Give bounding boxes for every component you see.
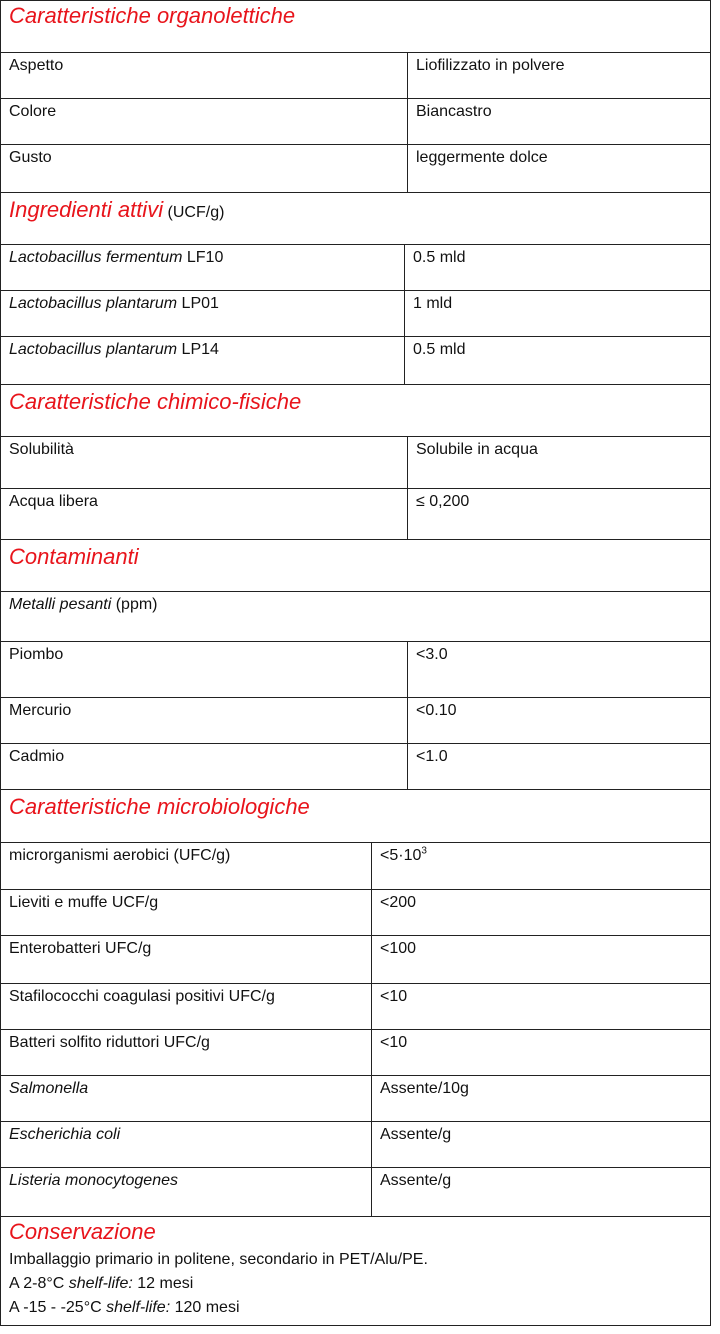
exponent: 3 (421, 845, 427, 857)
section-header-organoleptic (0, 0, 711, 53)
heavy-metals-label: Metalli pesanti (ppm) (9, 596, 158, 613)
row-value: $<5\cdot 10^3$ (380, 845, 427, 864)
section-unit: (UCF/g) (163, 204, 225, 221)
section-storage (0, 1216, 711, 1326)
row-label: Stafilococchi coagulasi positivi UFC/g (9, 988, 275, 1005)
table-row (0, 889, 711, 936)
storage-shelf-life-frozen: A -15 - -25°C shelf-life: 120 mesi (9, 1299, 240, 1316)
row-value: leggermente dolce (416, 149, 548, 166)
row-label: Salmonella (9, 1080, 89, 1097)
row-label: Piombo (9, 646, 64, 663)
table-row (0, 697, 711, 744)
row-label: Mercurio (9, 702, 72, 719)
row-value: <3.0 (416, 646, 448, 663)
row-label: Gusto (9, 149, 52, 166)
section-title-organoleptic: Caratteristiche organolettiche (9, 3, 296, 28)
row-label: Lactobacillus plantarum LP14 (9, 341, 219, 358)
row-label: Escherichia coli (9, 1126, 121, 1143)
table-row (0, 336, 711, 385)
storage-shelf-life-cold: A 2-8°C shelf-life: 12 mesi (9, 1275, 194, 1292)
row-label: Solubilità (9, 441, 74, 458)
table-row (0, 1167, 711, 1217)
table-row (0, 144, 711, 193)
table-row (0, 98, 711, 145)
table-row (0, 52, 711, 99)
row-label: Listeria monocytogenes (9, 1172, 178, 1189)
row-value: 0.5 mld (413, 249, 466, 266)
row-value: Assente/g (380, 1172, 452, 1189)
table-row (0, 488, 711, 540)
row-value: 0.5 mld (413, 341, 466, 358)
row-value: <1.0 (416, 748, 448, 765)
section-title-contaminants: Contaminanti (9, 544, 139, 569)
table-row (0, 436, 711, 489)
row-value: <100 (380, 940, 417, 957)
section-title-storage: Conservazione (9, 1219, 156, 1244)
row-value: ≤ 0,200 (416, 493, 470, 510)
table-row (0, 1075, 711, 1122)
row-value: <10 (380, 1034, 408, 1051)
table-row (0, 983, 711, 1030)
row-label: Batteri solfito riduttori UFC/g (9, 1034, 210, 1051)
row-value: Biancastro (416, 103, 492, 120)
section-title-ingredients: Ingredienti attivi (UCF/g) (9, 197, 225, 222)
section-header-ingredients (0, 192, 711, 245)
section-title-chemical: Caratteristiche chimico-fisiche (9, 389, 302, 414)
row-value: Solubile in acqua (416, 441, 538, 458)
section-title-microbiological: Caratteristiche microbiologiche (9, 794, 310, 819)
row-value: <200 (380, 894, 417, 911)
row-value: <0.10 (416, 702, 457, 719)
table-subheader (0, 591, 711, 642)
row-label: Lactobacillus plantarum LP01 (9, 295, 219, 312)
table-row (0, 641, 711, 698)
row-value: 1 mld (413, 295, 453, 312)
row-label: Aspetto (9, 57, 64, 74)
row-value: <10 (380, 988, 408, 1005)
row-value: Liofilizzato in polvere (416, 57, 565, 74)
section-header-chemical (0, 384, 711, 437)
table-row (0, 743, 711, 790)
section-header-microbiological (0, 789, 711, 843)
table-row (0, 1121, 711, 1168)
row-label: Acqua libera (9, 493, 98, 510)
row-label: Lieviti e muffe UCF/g (9, 894, 159, 911)
table-row (0, 1029, 711, 1076)
table-row (0, 935, 711, 984)
row-label: Enterobatteri UFC/g (9, 940, 152, 957)
table-row (0, 244, 711, 291)
row-label: microrganismi aerobici (UFC/g) (9, 847, 231, 864)
row-label: Lactobacillus fermentum LF10 (9, 249, 224, 266)
row-label: Colore (9, 103, 57, 120)
row-value: Assente/10g (380, 1080, 469, 1097)
table-row (0, 290, 711, 337)
section-header-contaminants (0, 539, 711, 592)
table-row (0, 842, 711, 890)
storage-packaging-text: Imballaggio primario in politene, secondario in PET/Alu/PE. (9, 1251, 428, 1268)
row-value: Assente/g (380, 1126, 452, 1143)
row-label: Cadmio (9, 748, 65, 765)
